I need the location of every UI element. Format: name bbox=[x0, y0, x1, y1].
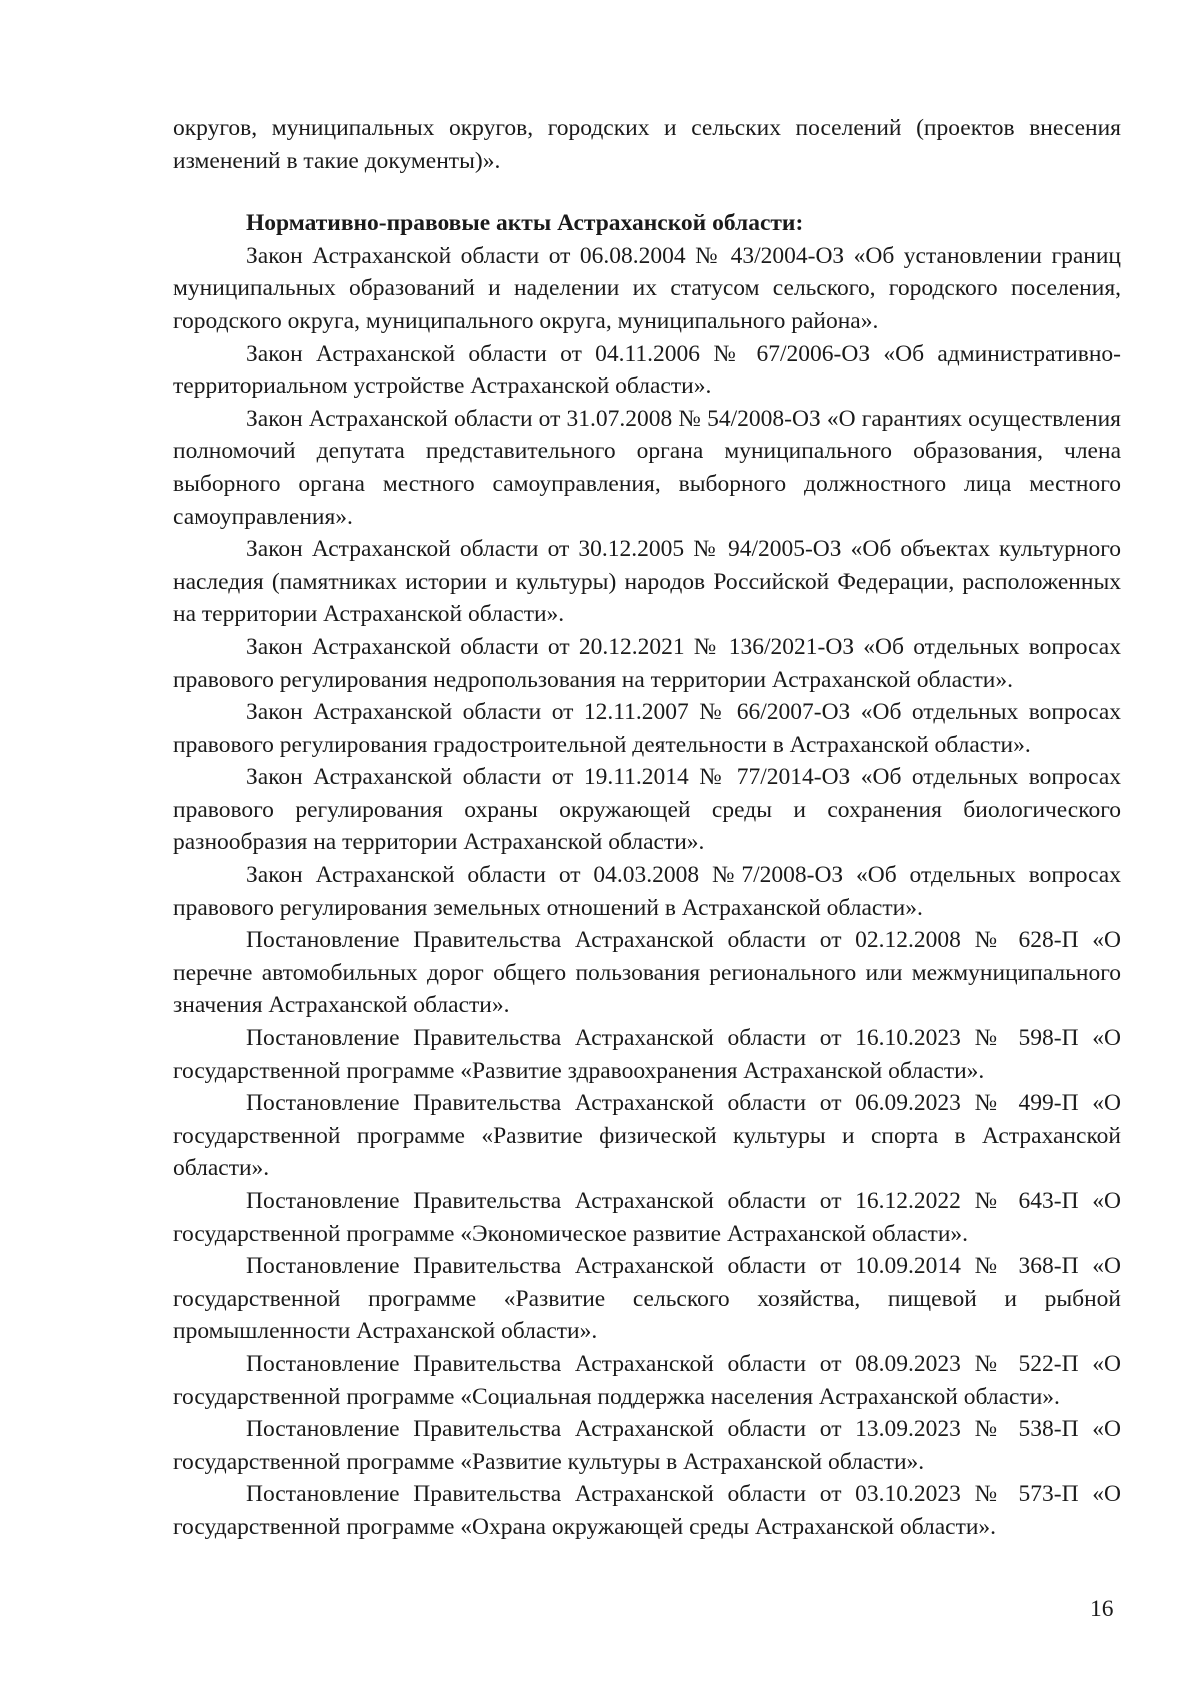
page-number: 16 bbox=[1090, 1596, 1114, 1622]
legal-act-item: Постановление Правительства Астраханской области от 03.10.2023 № 573-П «О государственной программе «Охрана окружающей среды Астраханской области». bbox=[173, 1481, 1121, 1540]
legal-act-item: Закон Астраханской области от 31.07.2008 № 54/2008-ОЗ «О гарантиях осуществления полномочий депутата представительного органа муниципального образования, члена выборного органа местного самоуправления, выборного должностного лица местного самоуправления». bbox=[173, 405, 1121, 530]
legal-act-item: Закон Астраханской области от 19.11.2014 № 77/2014-ОЗ «Об отдельных вопросах правового регулирования охраны окружающей среды и сохранения биологического разнообразия на территории Астраханской области». bbox=[173, 764, 1121, 856]
document-body bbox=[173, 112, 1121, 1544]
section-heading: Нормативно-правовые акты Астраханской области: bbox=[246, 210, 804, 237]
legal-act-item: Закон Астраханской области от 20.12.2021 № 136/2021-ОЗ «Об отдельных вопросах правового регулирования недропользования на территории Астраханской области». bbox=[173, 633, 1121, 693]
legal-act-item: Постановление Правительства Астраханской области от 08.09.2023 № 522-П «О государственной программе «Социальная поддержка населения Астраханской области». bbox=[173, 1350, 1121, 1410]
legal-act-item: Постановление Правительства Астраханской области от 13.09.2023 № 538-П «О государственной программе «Развитие культуры в Астраханской области». bbox=[173, 1416, 1121, 1475]
legal-act-item: Постановление Правительства Астраханской области от 02.12.2008 № 628-П «О перечне автомобильных дорог общего пользования регионального или межмуниципального значения Астраханской области». bbox=[173, 927, 1121, 1019]
legal-act-item: Закон Астраханской области от 04.11.2006 № 67/2006-ОЗ «Об административно-территориальном устройстве Астраханской области». bbox=[173, 340, 1121, 400]
legal-act-item: Закон Астраханской области от 04.03.2008 №7/2008-ОЗ «Об отдельных вопросах правового регулирования земельных отношений в Астраханской области». bbox=[173, 862, 1121, 921]
legal-act-item: Закон Астраханской области от 30.12.2005 № 94/2005-ОЗ «Об объектах культурного наследия (памятниках истории и культуры) народов Российской Федерации, расположенных на территории Астраханской области». bbox=[173, 536, 1121, 628]
legal-act-item: Постановление Правительства Астраханской области от 16.12.2022 № 643-П «О государственной программе «Экономическое развитие Астраханской области». bbox=[173, 1188, 1121, 1247]
legal-act-item: Постановление Правительства Астраханской области от 10.09.2014 № 368-П «О государственной программе «Развитие сельского хозяйства, пищевой и рыбной промышленности Астраханской области». bbox=[173, 1253, 1121, 1345]
legal-act-item: Постановление Правительства Астраханской области от 06.09.2023 № 499-П «О государственной программе «Развитие физической культуры и спорта в Астраханской области». bbox=[173, 1090, 1121, 1182]
legal-act-item: Постановление Правительства Астраханской области от 16.10.2023 № 598-П «О государственной программе «Развитие здравоохранения Астраханской области». bbox=[173, 1025, 1121, 1084]
intro-paragraph: округов, муниципальных округов, городских и сельских поселений (проектов внесения изменений в такие документы)». bbox=[173, 115, 1121, 174]
legal-act-item: Закон Астраханской области от 06.08.2004 № 43/2004-ОЗ «Об установлении границ муниципальных образований и наделении их статусом сельского, городского поселения, городского округа, муниципального округа, муниципального района». bbox=[173, 242, 1121, 334]
legal-act-item: Закон Астраханской области от 12.11.2007 № 66/2007-ОЗ «Об отдельных вопросах правового регулирования градостроительной деятельности в Астраханской области». bbox=[173, 699, 1121, 758]
